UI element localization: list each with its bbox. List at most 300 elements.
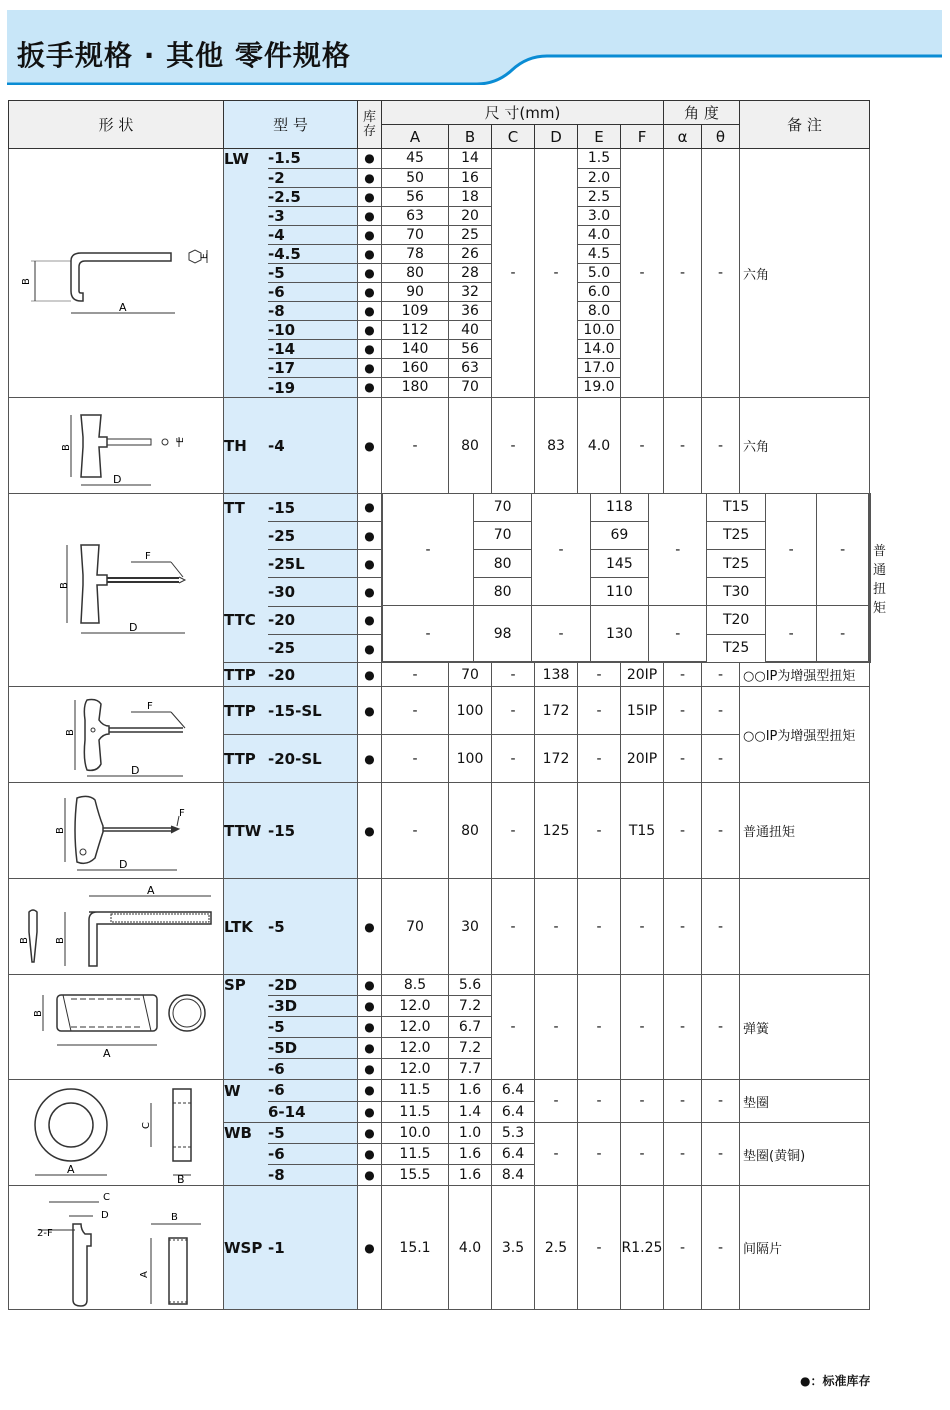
w-model-row — [224, 1080, 357, 1101]
sp-model-row — [224, 975, 357, 995]
ttp-sl-label-b: B — [65, 728, 76, 736]
sp-model-suffix: -3D — [268, 995, 357, 1016]
ttp-sl-2-e: - — [578, 735, 621, 783]
tt-stock: ● — [358, 521, 381, 549]
sp-model-suffix: -5 — [268, 1016, 357, 1037]
ttc-a: - — [383, 606, 474, 662]
header-model: 型 号 — [224, 101, 358, 149]
sp-stock: ● — [358, 995, 381, 1016]
wb-note: 垫圈(黄铜) — [740, 1123, 870, 1186]
washer-label-c: C — [141, 1121, 152, 1129]
ttp-sl-1-e: - — [578, 687, 621, 735]
w-stock: ● — [358, 1080, 381, 1101]
ttp-sl-1-stock: ● — [358, 687, 382, 735]
wb-c-row — [492, 1165, 534, 1185]
lw-model-prefix — [224, 206, 268, 225]
lw-b: 56 — [449, 339, 491, 358]
ttw-a: - — [382, 783, 449, 879]
lw-stock-row — [358, 149, 381, 168]
spring-icon — [11, 977, 221, 1077]
lw-b: 25 — [449, 225, 491, 244]
lw-e: 6.0 — [578, 282, 620, 301]
washer-icon — [11, 1083, 221, 1183]
lw-model-suffix: -4.5 — [268, 244, 357, 263]
w-model-prefix — [224, 1101, 268, 1122]
wb-c: 5.3 — [492, 1123, 534, 1143]
tt-c: - — [532, 494, 590, 606]
lw-model-prefix: LW — [224, 149, 249, 168]
lw-a-row — [382, 320, 448, 339]
lw-e-row — [578, 301, 620, 320]
sp-b-row — [449, 1038, 491, 1059]
lw-d: - — [535, 149, 578, 398]
wb-model-prefix — [224, 1143, 268, 1164]
lw-model-row — [224, 168, 357, 187]
lw-stock: ● — [358, 282, 381, 301]
ltk-b: 30 — [449, 879, 492, 975]
tt-model-row — [224, 550, 357, 578]
wsp-label-d: D — [101, 1209, 109, 1221]
th-model-cell — [224, 398, 358, 494]
ltk-shape-cell — [9, 879, 224, 975]
w-model-prefix: W — [224, 1081, 241, 1100]
lw-e-row — [578, 168, 620, 187]
tt-stock-row — [358, 578, 381, 606]
wb-c: 8.4 — [501, 1167, 525, 1184]
washer-label-a: A — [67, 1162, 75, 1176]
tt-f: T15 — [707, 494, 765, 521]
lw-model-suffix: -3 — [268, 206, 357, 225]
header-col-theta: θ — [702, 125, 740, 149]
ttp-theta: - — [702, 663, 740, 687]
th-note: 六角 — [740, 398, 870, 494]
tt-b: 80 — [473, 550, 531, 578]
lw-model-suffix: -10 — [268, 321, 357, 340]
ttp-sl-2-b: 100 — [449, 735, 492, 783]
ltk-label-b2: B — [55, 936, 66, 944]
lw-stock: ● — [358, 149, 381, 168]
th-c: - — [492, 398, 535, 494]
sp-a-cell — [382, 975, 449, 1080]
wsp-label-b: B — [171, 1211, 178, 1223]
ltk-d: - — [535, 879, 578, 975]
ttp-stock: ● — [358, 663, 382, 687]
lw-a-row — [382, 263, 448, 282]
wb-a-row — [382, 1143, 448, 1164]
lw-e: 4.5 — [578, 244, 620, 263]
wsp-theta: - — [702, 1186, 740, 1310]
ttc-theta: - — [817, 606, 869, 662]
lw-e-row — [578, 225, 620, 244]
ttp-sl-1-prefix: TTP — [224, 701, 256, 720]
tt-model-row — [224, 522, 357, 550]
ltk-label-b1: B — [19, 936, 30, 944]
group-th — [9, 398, 871, 494]
t-handle-ergonomic-wrench-icon — [11, 690, 221, 780]
lw-stock: ● — [358, 301, 381, 320]
tt-d: 69 — [590, 521, 648, 549]
lw-b: 32 — [449, 282, 491, 301]
sp-a: 8.5 — [382, 975, 448, 995]
ltk-c: - — [492, 879, 535, 975]
lw-stock-row — [358, 358, 381, 377]
lw-b: 36 — [449, 301, 491, 320]
th-shape-cell — [9, 398, 224, 494]
th-alpha: - — [664, 398, 702, 494]
lw-stock-row — [358, 168, 381, 187]
ttp-note: ○○IP为增强型扭矩 — [740, 663, 870, 687]
lw-a-row — [382, 377, 448, 396]
ttp-model-prefix: TTP — [224, 665, 256, 684]
lw-b-row — [449, 282, 491, 301]
sp-f: - — [621, 975, 664, 1080]
wb-alpha: - — [664, 1123, 702, 1186]
ttc-alpha: - — [765, 606, 817, 662]
wb-b-row — [449, 1165, 491, 1185]
sp-model-prefix — [224, 1016, 268, 1037]
lw-a: 78 — [382, 244, 448, 263]
tt-b: 70 — [473, 494, 531, 521]
ttw-model-suffix: -15 — [268, 821, 296, 840]
sp-a: 12.0 — [382, 995, 448, 1016]
ttp-sl-row-1 — [9, 687, 871, 735]
header-angle: 角 度 — [664, 101, 740, 125]
w-alpha: - — [664, 1080, 702, 1123]
lw-stock: ● — [358, 358, 381, 377]
lw-e-row — [578, 282, 620, 301]
sp-stock-row — [358, 1038, 381, 1059]
lw-a: 160 — [382, 358, 448, 377]
w-c-row — [492, 1080, 534, 1101]
wb-stock-row — [358, 1165, 381, 1185]
sp-model-row — [224, 1037, 357, 1058]
sp-b-cell — [449, 975, 492, 1080]
lw-a-row — [382, 282, 448, 301]
ttp-sl-1-d: 172 — [535, 687, 578, 735]
th-theta: - — [702, 398, 740, 494]
lw-b: 20 — [449, 206, 491, 225]
lw-model-suffix: -2.5 — [268, 187, 357, 206]
ttw-f: T15 — [621, 783, 664, 879]
tt-f: T30 — [707, 578, 765, 606]
wb-b-row — [449, 1123, 491, 1143]
wb-stock-row — [358, 1123, 381, 1143]
sp-stock: ● — [358, 1038, 381, 1059]
wsp-label-a: A — [139, 1270, 150, 1278]
tt-model-prefix — [224, 578, 268, 606]
sp-label-a: A — [103, 1047, 111, 1060]
lw-b-row — [449, 358, 491, 377]
ttw-label-b: B — [55, 826, 66, 834]
wb-stock: ● — [364, 1168, 375, 1183]
wb-f: - — [621, 1123, 664, 1186]
ttw-alpha: - — [664, 783, 702, 879]
th-model-prefix: TH — [224, 436, 247, 455]
wsp-model-prefix: WSP — [224, 1238, 263, 1257]
lw-e: 8.0 — [578, 301, 620, 320]
ttp-sl-2-prefix: TTP — [224, 749, 256, 768]
sp-stock: ● — [364, 1062, 375, 1077]
w-a-cell — [382, 1080, 449, 1123]
ttp-sl-1-b: 100 — [449, 687, 492, 735]
sp-b-row — [449, 975, 491, 995]
ttw-model-prefix: TTW — [224, 821, 262, 840]
ttw-label-f: F — [179, 807, 185, 819]
w-b-row — [449, 1080, 491, 1101]
lw-a-row — [382, 339, 448, 358]
ttw-c: - — [492, 783, 535, 879]
tt-stock-row — [358, 494, 381, 521]
ttp-sl-1-model-cell — [224, 687, 358, 735]
sp-b: 5.6 — [449, 975, 491, 995]
lw-stock-row — [358, 377, 381, 396]
lw-a-row — [382, 225, 448, 244]
lw-a-row — [382, 187, 448, 206]
lw-model-row — [224, 225, 357, 244]
ttp-b: 70 — [449, 663, 492, 687]
th-stock: ● — [358, 398, 382, 494]
sp-model-prefix — [224, 1059, 268, 1080]
spec-table — [8, 100, 887, 1310]
ttp-sl-2-stock: ● — [358, 735, 382, 783]
tt-f: T25 — [707, 521, 765, 549]
ttp-sl-1-c: - — [492, 687, 535, 735]
wb-a-row — [382, 1165, 448, 1185]
lw-b: 18 — [449, 187, 491, 206]
lw-model-prefix — [224, 187, 268, 206]
lw-model-suffix: -1.5 — [268, 149, 357, 168]
lw-model-row — [224, 187, 357, 206]
sp-b: 6.7 — [449, 1016, 491, 1037]
ltk-model-prefix: LTK — [224, 917, 253, 936]
wb-a: 15.5 — [399, 1167, 431, 1184]
ltk-model-suffix: -5 — [268, 917, 285, 936]
wsp-model-cell — [224, 1186, 358, 1310]
washer-shape-cell — [9, 1080, 224, 1186]
sp-model-prefix: SP — [224, 976, 246, 995]
sp-a-row — [382, 1059, 448, 1079]
w-a: 11.5 — [382, 1080, 448, 1101]
ttc-b: 98 — [473, 606, 531, 662]
sp-model-row — [224, 1016, 357, 1037]
lw-e: 14.0 — [578, 339, 620, 358]
ttp-sl-note: ○○IP为增强型扭矩 — [740, 687, 870, 783]
w-model-cell — [224, 1080, 358, 1123]
sp-theta: - — [702, 975, 740, 1080]
ltk-alpha: - — [664, 879, 702, 975]
lw-e-row — [578, 206, 620, 225]
ttw-shape-cell — [9, 783, 224, 879]
lw-a: 50 — [382, 168, 448, 187]
group-sp — [9, 975, 871, 1080]
lw-model-row — [224, 378, 357, 397]
group-ttw — [9, 783, 871, 879]
wb-e: - — [578, 1123, 621, 1186]
sp-c: - — [492, 975, 535, 1080]
tt-model-cell — [224, 494, 358, 663]
ttw-label-d: D — [119, 857, 128, 871]
lw-b: 28 — [449, 263, 491, 282]
ttw-e: - — [578, 783, 621, 879]
tt-b: 80 — [473, 578, 531, 606]
w-a-row — [382, 1101, 448, 1122]
header-dims: 尺 寸(mm) — [382, 101, 664, 125]
lw-stock-row — [358, 263, 381, 282]
tt-model-suffix: -20 — [268, 606, 357, 634]
lw-a: 140 — [382, 339, 448, 358]
sp-b-row — [449, 1016, 491, 1037]
sp-label-b: B — [33, 1010, 44, 1017]
lw-model-prefix — [224, 321, 268, 340]
lw-stock-row — [358, 339, 381, 358]
wb-stock: ● — [358, 1123, 381, 1143]
header-col-a: A — [382, 125, 449, 149]
sp-note: 弹簧 — [740, 975, 870, 1080]
lw-model-row — [224, 206, 357, 225]
lw-a-row — [382, 301, 448, 320]
lw-a-cell — [382, 149, 449, 398]
wsp-alpha: - — [664, 1186, 702, 1310]
tt-stock-row — [358, 521, 381, 549]
lw-a: 45 — [382, 149, 448, 168]
lw-model-prefix — [224, 340, 268, 359]
lw-label-e: E — [200, 253, 210, 259]
header-col-f: F — [621, 125, 664, 149]
lw-b-row — [449, 168, 491, 187]
tt-grid-row — [383, 494, 869, 521]
lw-a: 56 — [382, 187, 448, 206]
tt-stock-row — [358, 550, 381, 578]
wb-b-cell — [449, 1123, 492, 1186]
w-c: 6.4 — [501, 1103, 525, 1120]
tt-d: 145 — [590, 550, 648, 578]
lw-a-row — [382, 358, 448, 377]
header-shape: 形 状 — [9, 101, 224, 149]
lw-model-row — [224, 340, 357, 359]
tt-model-row — [224, 578, 357, 606]
lw-model-row — [224, 149, 357, 168]
wb-c-row — [492, 1123, 534, 1143]
washer-label-b: B — [177, 1172, 185, 1183]
sp-alpha: - — [664, 975, 702, 1080]
ttw-model-cell — [224, 783, 358, 879]
lw-shape-cell — [9, 149, 224, 398]
header-col-e: E — [578, 125, 621, 149]
lw-b-row — [449, 377, 491, 396]
lw-model-prefix — [224, 168, 268, 187]
wb-model-suffix: -5 — [268, 1123, 357, 1143]
sp-stock-row — [358, 975, 381, 995]
sp-model-prefix — [224, 1037, 268, 1058]
ttp-sl-2-f: 20IP — [621, 735, 664, 783]
lw-a: 109 — [382, 301, 448, 320]
lw-stock: ● — [358, 263, 381, 282]
w-c: 6.4 — [492, 1080, 534, 1101]
ttp-sl-2-suffix: -20-SL — [268, 749, 322, 768]
lw-model-suffix: -6 — [268, 282, 357, 301]
lw-stock: ● — [358, 206, 381, 225]
w-d: - — [535, 1080, 578, 1123]
hex-l-wrench-icon — [11, 223, 221, 323]
tt-grid-row — [383, 606, 869, 634]
lw-b: 40 — [449, 320, 491, 339]
ttp-alpha: - — [664, 663, 702, 687]
th-label-d: D — [113, 472, 122, 486]
sp-b: 7.7 — [458, 1061, 482, 1078]
wsp-e: - — [578, 1186, 621, 1310]
lw-alpha: - — [664, 149, 702, 398]
sp-a-row — [382, 975, 448, 995]
lw-b-row — [449, 206, 491, 225]
tt-f: T25 — [707, 550, 765, 578]
tt-d: 118 — [590, 494, 648, 521]
group-wsp — [9, 1186, 871, 1310]
sp-b: 7.2 — [449, 995, 491, 1016]
tt-label-d: D — [129, 621, 138, 634]
w-model-row — [224, 1101, 357, 1122]
lw-stock: ● — [364, 379, 375, 394]
ttc-d: 130 — [590, 606, 648, 662]
lw-e: 5.0 — [578, 263, 620, 282]
wsp-shape-cell — [9, 1186, 224, 1310]
ttp-sl-1-f: 15IP — [621, 687, 664, 735]
lw-b-row — [449, 339, 491, 358]
lw-e-row — [578, 244, 620, 263]
w-c-row — [492, 1101, 534, 1122]
lw-model-prefix — [224, 244, 268, 263]
ttp-sl-2-alpha: - — [664, 735, 702, 783]
wsp-stock: ● — [358, 1186, 382, 1310]
wsp-note: 间隔片 — [740, 1186, 870, 1310]
ttp-sl-1-theta: - — [702, 687, 740, 735]
lw-b: 70 — [461, 378, 479, 395]
lw-model-suffix: -4 — [268, 225, 357, 244]
wsp-label-f: 2-F — [37, 1227, 53, 1239]
w-note: 垫圈 — [740, 1080, 870, 1123]
th-f: - — [621, 398, 664, 494]
w-stock-row — [358, 1101, 381, 1122]
wsp-b: 4.0 — [449, 1186, 492, 1310]
w-stock-row — [358, 1080, 381, 1101]
lw-stock-row — [358, 187, 381, 206]
lw-a: 90 — [382, 282, 448, 301]
header-col-c: C — [492, 125, 535, 149]
lw-stock-row — [358, 225, 381, 244]
lw-b-row — [449, 225, 491, 244]
ttp-sl-2-d: 172 — [535, 735, 578, 783]
sp-b-row — [449, 995, 491, 1016]
sp-stock-cell — [358, 975, 382, 1080]
lw-f: - — [621, 149, 664, 398]
lw-b-row — [449, 149, 491, 168]
paddle-handle-wrench-icon — [11, 786, 221, 876]
tt-stock: ● — [364, 641, 375, 656]
tt-model-row — [224, 634, 357, 662]
t-handle-torx-wrench-icon — [11, 535, 221, 645]
tt-model-suffix: -30 — [268, 578, 357, 606]
lw-model-prefix — [224, 302, 268, 321]
tt-stock: ● — [358, 494, 381, 521]
lw-a: 180 — [401, 378, 429, 395]
wb-b: 1.6 — [458, 1167, 482, 1184]
lw-a-row — [382, 206, 448, 225]
wb-a-row — [382, 1123, 448, 1143]
w-e: - — [578, 1080, 621, 1123]
ttp-model-suffix: -20 — [268, 665, 296, 684]
group-ltk — [9, 879, 871, 975]
tt-model-prefix: TTC — [224, 611, 256, 630]
ttp-sl-2-model-cell — [224, 735, 358, 783]
